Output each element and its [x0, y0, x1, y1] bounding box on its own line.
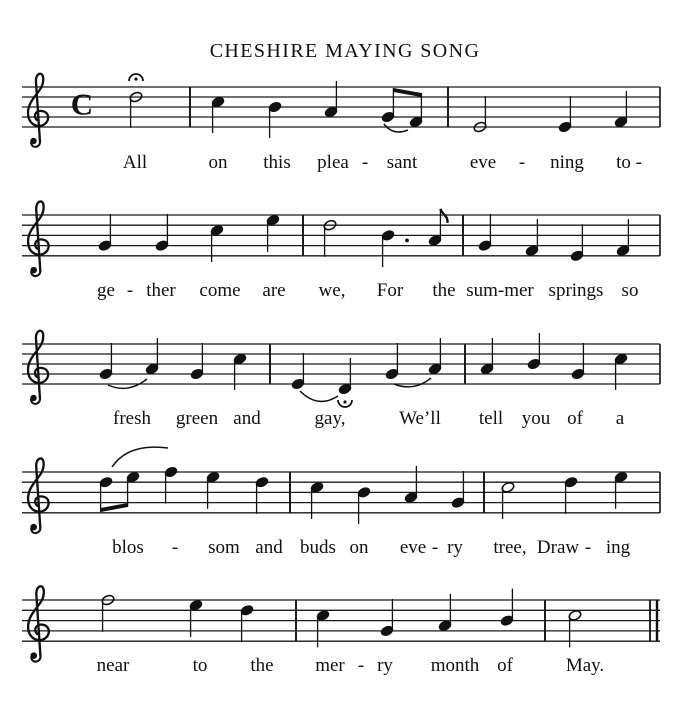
note-G4-quarter [451, 471, 465, 509]
treble-clef-icon [28, 586, 49, 661]
staff-system-3 [22, 331, 660, 429]
staff-system-2 [22, 201, 660, 301]
lyric-syllable: - [357, 655, 365, 676]
song-title: CHESHIRE MAYING SONG [209, 40, 481, 62]
lyric-syllable: we, [318, 280, 346, 301]
lyric-syllable: are [262, 280, 286, 301]
lyric-syllable: green [175, 408, 219, 429]
lyric-syllable: eve [469, 152, 497, 173]
note-F5-quarter [164, 466, 178, 504]
beam [393, 88, 421, 97]
lyric-syllable: month [430, 655, 480, 676]
lyric-syllable: this [263, 152, 291, 173]
note-B4-quarter [500, 589, 514, 627]
lyric-syllable: - [171, 537, 179, 558]
note-G4-quarter [98, 214, 112, 252]
lyric-syllable: mer [315, 655, 345, 676]
note-G4-quarter [99, 343, 113, 380]
staff-system-4 [22, 447, 660, 558]
lyric-syllable: ge [97, 280, 115, 301]
lyric-syllable: We’ll [399, 408, 441, 429]
note-B4-quarter [357, 486, 371, 524]
lyric-syllable: - [518, 152, 526, 173]
lyric-syllable: and [233, 408, 261, 429]
beam [101, 503, 128, 512]
lyric-syllable: buds [300, 537, 336, 558]
lyric-syllable: tell [478, 408, 504, 429]
slur [300, 391, 338, 401]
note-G4-quarter [155, 214, 169, 252]
lyric-syllable: - [361, 152, 369, 173]
note-F4-eighth [409, 93, 423, 128]
lyric-syllable: May. [565, 655, 605, 676]
lyric-syllable: ry [377, 655, 393, 676]
slur [394, 378, 431, 387]
lyric-syllable: the [250, 655, 274, 676]
lyric-syllable: - [584, 537, 592, 558]
lyric-syllable: on [349, 537, 369, 558]
time-signature-common-time: C [70, 86, 94, 122]
augmentation-dot [405, 239, 409, 243]
lyric-syllable: of [567, 408, 583, 429]
treble-clef-icon [28, 458, 49, 533]
eighth-flag-icon [440, 209, 447, 223]
lyric-syllable: of [497, 655, 513, 676]
lyric-syllable: springs [548, 280, 604, 301]
lyric-syllable: gay, [314, 408, 346, 429]
lyric-syllable: so [621, 280, 639, 301]
note-D5-quarter [240, 604, 254, 642]
lyric-syllable: fresh [113, 408, 151, 429]
fermata-dot [134, 77, 137, 80]
lyric-syllable: come [199, 280, 241, 301]
lyrics-line-2 [97, 280, 638, 301]
lyric-syllable: you [521, 408, 551, 429]
lyric-syllable: plea [317, 152, 349, 173]
treble-clef-icon [28, 201, 49, 276]
note-D5-quarter [255, 476, 269, 514]
note-G4-quarter [380, 599, 394, 637]
note-B4-quarter [268, 101, 282, 138]
lyrics-line-1 [123, 152, 642, 173]
note-G4-quarter [478, 214, 492, 252]
lyric-syllable: to - [616, 152, 642, 173]
note-D5-quarter [564, 476, 578, 514]
note-E4-quarter [291, 353, 305, 390]
staff-system-5 [22, 586, 660, 676]
lyric-syllable: sant [386, 152, 418, 173]
fermata-dot [343, 400, 346, 403]
lyric-syllable: All [122, 152, 148, 173]
lyric-syllable: tree, [493, 537, 527, 558]
lyric-syllable: - [431, 537, 439, 558]
lyric-syllable: ing [605, 537, 631, 558]
lyric-syllable: eve [399, 537, 427, 558]
lyric-syllable: Draw [536, 537, 580, 558]
lyrics-line-5 [97, 655, 605, 676]
slur [384, 124, 408, 132]
staff-system-1 [22, 74, 660, 173]
lyric-syllable: ry [447, 537, 463, 558]
lyric-syllable: to [192, 655, 208, 676]
lyric-syllable: and [255, 537, 283, 558]
treble-clef-icon [28, 74, 48, 147]
lyric-syllable: a [615, 408, 625, 429]
slur [112, 447, 168, 467]
note-D5-half [129, 74, 143, 128]
note-G4-quarter [385, 343, 399, 380]
lyric-syllable: - [126, 280, 134, 301]
lyric-syllable: For [376, 280, 404, 301]
note-E5-eighth [126, 471, 140, 507]
treble-clef-icon [28, 331, 48, 404]
lyric-syllable: near [96, 655, 130, 676]
lyric-syllable: sum-mer [466, 280, 534, 301]
lyric-syllable: on [208, 152, 228, 173]
note-E4-quarter [570, 224, 584, 262]
note-B4-quarter [527, 333, 541, 370]
note-G4-eighth [381, 88, 395, 123]
lyrics-line-4 [112, 537, 630, 558]
lyric-syllable: ther [146, 280, 176, 301]
note-E4-quarter [558, 96, 572, 133]
lyric-syllable: the [432, 280, 456, 301]
lyric-syllable: blos [112, 537, 144, 558]
lyric-syllable: som [208, 537, 240, 558]
staff-systems [22, 74, 660, 676]
note-D4-quarter [338, 358, 352, 407]
note-G4-quarter [571, 343, 585, 380]
lyric-syllable: ning [550, 152, 584, 173]
lyrics-line-3 [113, 408, 625, 429]
note-G4-quarter [190, 343, 204, 380]
